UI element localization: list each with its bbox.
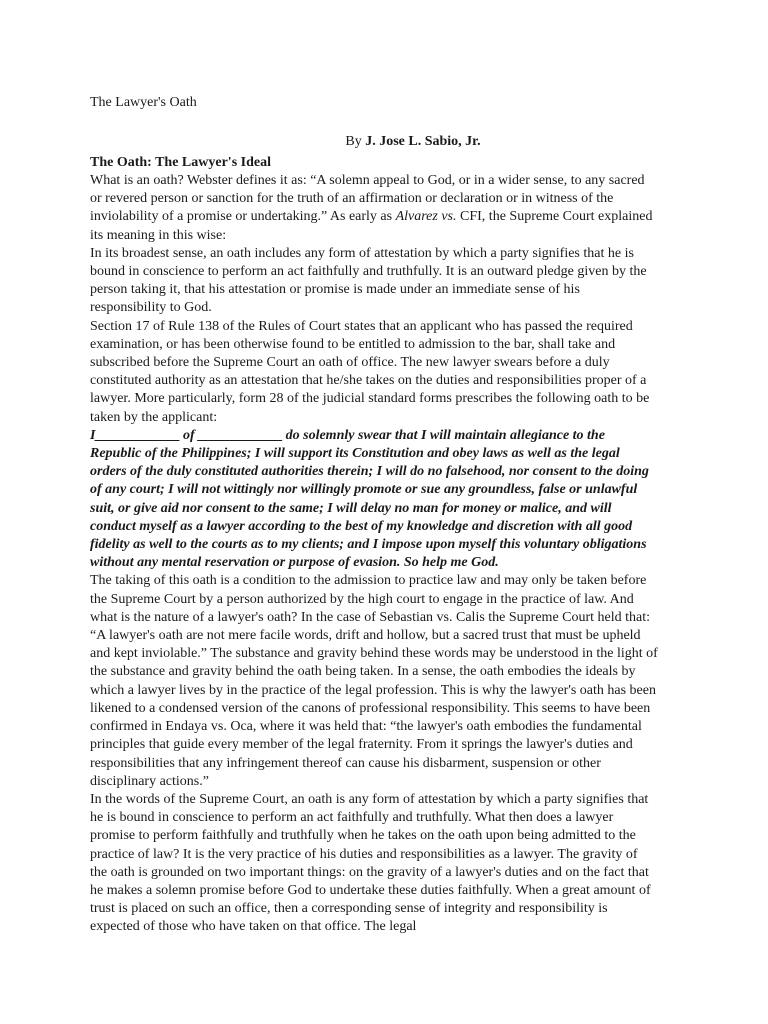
paragraph-nature-of-oath: The taking of this oath is a condition to the admission to practice law and may only be taken before the Supreme Court by a person authorized by the high court to engage in the practice of law. And what is the nature of a lawyer's oath? In the case of Sebastian vs. Calis the Supreme Court held that: “A lawyer's oath are not mere facile words, drift and hollow, but a sacred trust that must be upheld and kept inviolable.” The substance and gravity behind these words may be understood in the light of the substance and gravity behind the oath being taken. In a sense, the oath embodies the ideals by which a lawyer lives by in the practice of the legal profession. This is why the lawyer's oath has been likened to a condensed version of the canons of professional responsibility. This seems to have been confirmed in Endaya vs. Oca, where it was held that: “the lawyer's oath embodies the fundamental principles that guide every member of the legal fraternity. From it springs the lawyer's duties and responsibilities that any infringement thereof can cause his disbarment, suspension or other disciplinary actions.” <box>90 573 658 789</box>
lawyers-oath-text <box>90 427 658 573</box>
paragraph-rule-138: Section 17 of Rule 138 of the Rules of Court states that an applicant who has passed the required examination, or has been otherwise found to be entitled to admission to the bar, shall take and subscribed before the Supreme Court an oath of office. The new lawyer swears before a duly constituted authority as an attestation that he/she takes on the duties and responsibilities proper of a lawyer. More particularly, form 28 of the judicial standard forms prescribes the following oath to be taken by the applicant: <box>90 318 650 425</box>
paragraph-supreme-court-words: In the words of the Supreme Court, an oath is any form of attestation by which a party signifies that he is bound in conscience to perform an act faithfully and truthfully. What then does a lawyer promise to perform faithfully and truthfully when he takes on the oath upon being admitted to the practice of law? It is the very practice of his duties and responsibilities as a lawyer. The gravity of the oath is grounded on two important things: on the gravity of a lawyer's duties and on the fact that he makes a solemn promise before God to undertake these duties faithfully. When a great amount of trust is placed on such an office, then a corresponding sense of integrity and responsibility is expected of those who have taken on that office. The legal <box>90 791 651 935</box>
oath-body: do solemnly swear that I will maintain allegiance to the Republic of the Philippines; I will support its Constitution and obey laws as well as the legal orders of the duly constituted authorities therein; I will do no falsehood, nor consent to the doing of any court; I will not wittingly nor willingly promote or sue any groundless, false or unlawful suit, or give aid nor consent to the same; I will delay no man for money or malice, and will conduct myself as a lawyer according to the best of my knowledge and discretion with all good fidelity as well to the courts as to my clients; and I impose upon myself this voluntary obligations without any mental reservation or purpose of evasion. So help me God. <box>90 427 649 571</box>
byline-prefix: By <box>345 134 366 149</box>
section-heading: The Oath: The Lawyer's Ideal <box>90 155 271 170</box>
case-name-alvarez: Alvarez vs. <box>395 209 457 225</box>
paragraph-definition-text-end: CFI, the Supreme Court explained its meaning in this wise: <box>90 209 653 243</box>
paragraph-broadest-sense: In its broadest sense, an oath includes any form of attestation by which a party signifies that he is bound in conscience to perform an act faithfully and truthfully. It is an outward pledge given by the person taking it, that his attestation or promise is made under an immediate sense of his responsibility to God. <box>90 245 647 316</box>
oath-name-blank: ____________ <box>95 427 180 443</box>
paragraph-definition-text: What is an oath? Webster defines it as: “A solemn appeal to God, or in a wider sense, to any sacred or revered person or sanction for the truth of an affirmation or declaration or in witness of the inviolability of a promise or undertaking.” As early as <box>90 173 645 225</box>
paragraph-definition <box>90 172 658 245</box>
document-title: The Lawyer's Oath <box>90 95 197 110</box>
oath-pronoun: I <box>90 427 96 443</box>
author-name: J. Jose L. Sabio, Jr. <box>365 134 481 149</box>
byline <box>90 133 658 151</box>
oath-place-blank: ____________ <box>198 427 283 443</box>
oath-of: of <box>179 427 199 443</box>
